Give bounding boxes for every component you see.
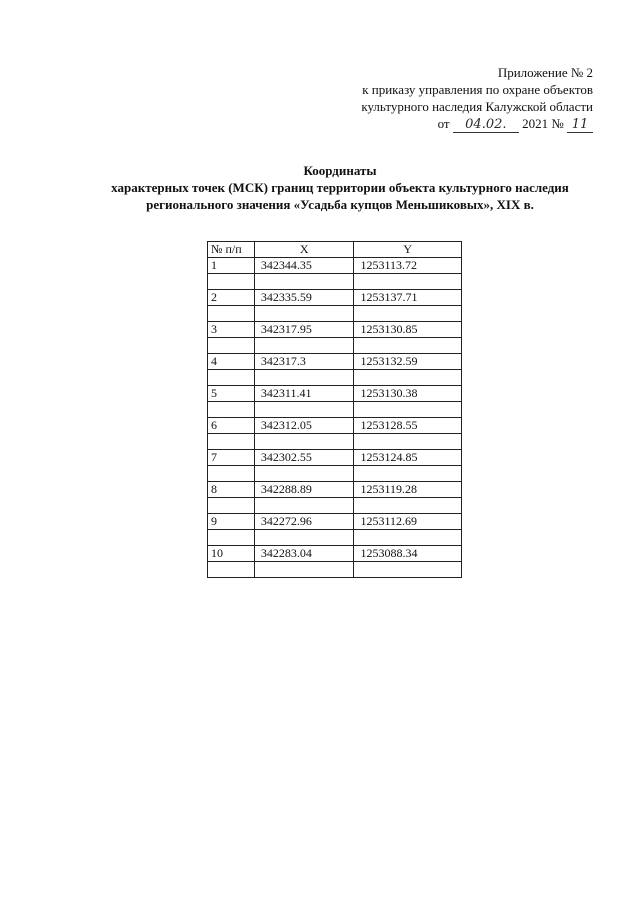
empty-cell: [208, 370, 255, 386]
appendix-date-line: [273, 115, 593, 133]
x-coordinate-cell: 342317.3: [254, 354, 354, 370]
title-subheading-line1: характерных точек (МСК) границ территории объекта культурного наследия: [111, 180, 569, 195]
date-prefix: от: [437, 116, 450, 131]
point-number-cell: 3: [208, 322, 255, 338]
empty-cell: [354, 402, 462, 418]
empty-cell: [208, 338, 255, 354]
empty-cell: [354, 498, 462, 514]
empty-cell: [354, 370, 462, 386]
table-row: [208, 482, 462, 498]
y-coordinate-cell: 1253132.59: [354, 354, 462, 370]
empty-cell: [208, 402, 255, 418]
x-coordinate-cell: 342335.59: [254, 290, 354, 306]
handwritten-date: 04.02.: [453, 118, 519, 133]
table-row: [208, 386, 462, 402]
empty-cell: [354, 434, 462, 450]
document-title: [60, 162, 620, 213]
empty-cell: [208, 466, 255, 482]
empty-cell: [254, 498, 354, 514]
point-number-cell: 1: [208, 258, 255, 274]
appendix-order-line: к приказу управления по охране объектов: [362, 82, 593, 97]
column-header-y: Y: [354, 242, 462, 258]
table-header-row: [208, 242, 462, 258]
point-number-cell: 4: [208, 354, 255, 370]
empty-cell: [254, 370, 354, 386]
x-coordinate-cell: 342312.05: [254, 418, 354, 434]
point-number-cell: 2: [208, 290, 255, 306]
y-coordinate-cell: 1253128.55: [354, 418, 462, 434]
empty-cell: [254, 562, 354, 578]
y-coordinate-cell: 1253130.38: [354, 386, 462, 402]
point-number-cell: 10: [208, 546, 255, 562]
empty-cell: [254, 274, 354, 290]
x-coordinate-cell: 342311.41: [254, 386, 354, 402]
empty-cell: [208, 562, 255, 578]
x-coordinate-cell: 342344.35: [254, 258, 354, 274]
table-row: [208, 450, 462, 466]
table-spacer-row: [208, 306, 462, 322]
empty-cell: [254, 466, 354, 482]
empty-cell: [254, 530, 354, 546]
column-header-number: № п/п: [208, 242, 255, 258]
x-coordinate-cell: 342302.55: [254, 450, 354, 466]
table-row: [208, 546, 462, 562]
table-row: [208, 290, 462, 306]
table-spacer-row: [208, 370, 462, 386]
table-spacer-row: [208, 466, 462, 482]
table-row: [208, 322, 462, 338]
point-number-cell: 6: [208, 418, 255, 434]
empty-cell: [354, 338, 462, 354]
empty-cell: [208, 530, 255, 546]
y-coordinate-cell: 1253124.85: [354, 450, 462, 466]
handwritten-order-number: 11: [567, 118, 593, 133]
appendix-number: Приложение № 2: [497, 65, 593, 80]
table-body: [208, 258, 462, 578]
x-coordinate-cell: 342283.04: [254, 546, 354, 562]
empty-cell: [254, 306, 354, 322]
x-coordinate-cell: 342288.89: [254, 482, 354, 498]
table-row: [208, 418, 462, 434]
empty-cell: [208, 306, 255, 322]
table-spacer-row: [208, 498, 462, 514]
table-spacer-row: [208, 434, 462, 450]
empty-cell: [208, 274, 255, 290]
y-coordinate-cell: 1253112.69: [354, 514, 462, 530]
point-number-cell: 9: [208, 514, 255, 530]
point-number-cell: 7: [208, 450, 255, 466]
title-heading: Координаты: [303, 163, 377, 178]
table-spacer-row: [208, 338, 462, 354]
empty-cell: [208, 434, 255, 450]
empty-cell: [354, 306, 462, 322]
table-spacer-row: [208, 530, 462, 546]
y-coordinate-cell: 1253137.71: [354, 290, 462, 306]
y-coordinate-cell: 1253088.34: [354, 546, 462, 562]
empty-cell: [354, 274, 462, 290]
empty-cell: [254, 434, 354, 450]
table-row: [208, 514, 462, 530]
empty-cell: [354, 530, 462, 546]
year-and-number-label: 2021 №: [522, 116, 564, 131]
appendix-header: [273, 64, 593, 133]
appendix-authority-line: культурного наследия Калужской области: [361, 99, 593, 114]
x-coordinate-cell: 342272.96: [254, 514, 354, 530]
y-coordinate-cell: 1253113.72: [354, 258, 462, 274]
table-spacer-row: [208, 562, 462, 578]
empty-cell: [354, 466, 462, 482]
table-spacer-row: [208, 274, 462, 290]
coordinates-table: [207, 241, 462, 578]
table-row: [208, 258, 462, 274]
point-number-cell: 5: [208, 386, 255, 402]
table-spacer-row: [208, 402, 462, 418]
empty-cell: [254, 402, 354, 418]
title-subheading-line2: регионального значения «Усадьба купцов Меньшиковых», XIX в.: [146, 197, 534, 212]
table-row: [208, 354, 462, 370]
empty-cell: [208, 498, 255, 514]
empty-cell: [354, 562, 462, 578]
empty-cell: [254, 338, 354, 354]
y-coordinate-cell: 1253119.28: [354, 482, 462, 498]
column-header-x: X: [254, 242, 354, 258]
point-number-cell: 8: [208, 482, 255, 498]
x-coordinate-cell: 342317.95: [254, 322, 354, 338]
y-coordinate-cell: 1253130.85: [354, 322, 462, 338]
